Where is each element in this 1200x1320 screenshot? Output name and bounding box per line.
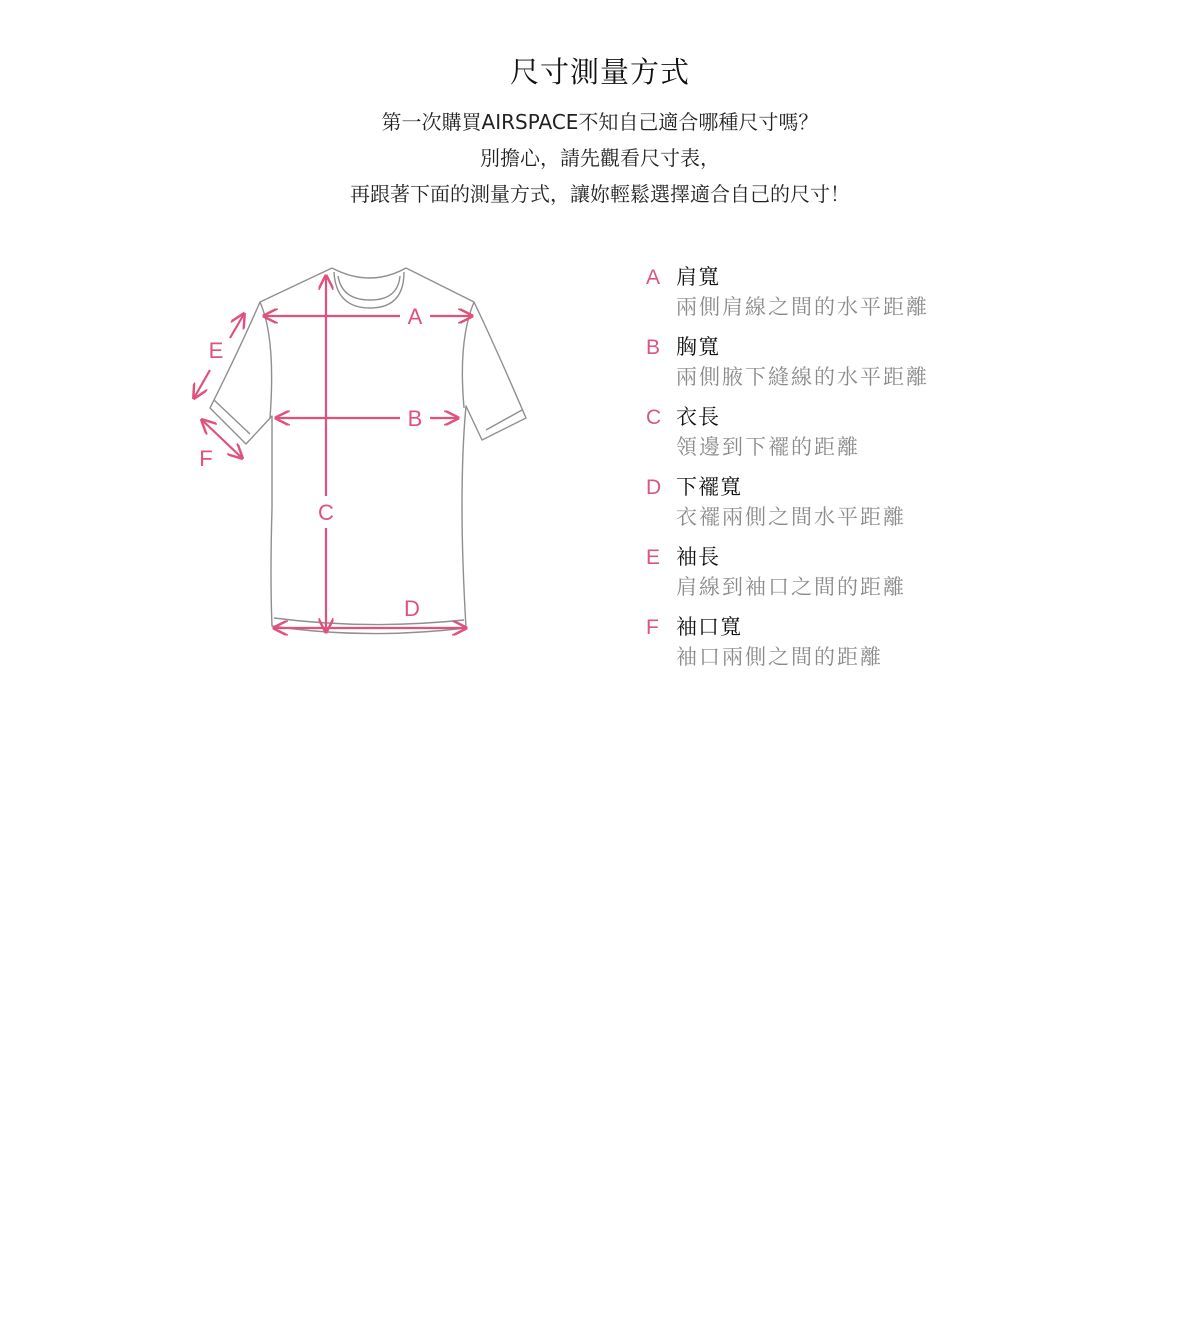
legend-letter: F xyxy=(646,616,659,639)
hem-line xyxy=(274,618,464,625)
measure-label-e: E xyxy=(208,338,224,363)
left-shoulder-seam xyxy=(260,302,272,418)
right-shoulder-seam xyxy=(462,302,474,408)
legend-item xyxy=(646,542,1166,612)
legend-item xyxy=(646,332,1166,402)
legend-letter: E xyxy=(646,546,661,569)
legend-letter: C xyxy=(646,406,662,429)
legend-name: 袖長 xyxy=(676,545,720,569)
legend-name: 衣長 xyxy=(676,405,720,429)
measurement-lines xyxy=(194,276,472,632)
measure-label-f: F xyxy=(199,446,213,471)
collar-rib xyxy=(338,276,400,300)
right-cuff xyxy=(486,410,522,430)
intro-line: 第一次購買AIRSPACE不知自己適合哪種尺寸嗎？ xyxy=(381,110,819,134)
legend-desc: 袖口兩側之間的距離 xyxy=(676,645,883,669)
legend-item xyxy=(646,402,1166,472)
legend-name: 袖口寬 xyxy=(676,615,742,639)
legend-name: 下襬寬 xyxy=(676,475,742,499)
tshirt-outline xyxy=(210,268,526,634)
measure-label-d: D xyxy=(404,596,420,621)
measure-label-b: B xyxy=(407,406,423,431)
legend-desc: 領邊到下襬的距離 xyxy=(676,435,860,459)
legend-letter: A xyxy=(646,266,661,289)
legend-name: 肩寬 xyxy=(676,265,720,289)
legend-desc: 衣襬兩側之間水平距離 xyxy=(676,505,906,529)
legend-letter: B xyxy=(646,336,661,359)
legend-desc: 肩線到袖口之間的距離 xyxy=(676,575,906,599)
page-title: 尺寸測量方式 xyxy=(509,55,690,89)
intro-text xyxy=(0,104,1200,212)
legend-item xyxy=(646,612,1166,682)
measurement-legend xyxy=(646,262,1166,682)
measure-label-c: C xyxy=(318,500,334,525)
tshirt-measurement-diagram xyxy=(186,258,546,650)
measurement-labels xyxy=(199,304,422,621)
tshirt-body xyxy=(210,268,526,634)
legend-item xyxy=(646,262,1166,332)
legend-desc: 兩側肩線之間的水平距離 xyxy=(676,295,929,319)
measure-label-a: A xyxy=(407,304,423,329)
legend-letter: D xyxy=(646,476,662,499)
intro-line: 再跟著下面的測量方式，讓妳輕鬆選擇適合自己的尺寸！ xyxy=(350,182,850,206)
intro-line: 別擔心，請先觀看尺寸表， xyxy=(480,146,720,170)
collar-outer xyxy=(332,268,406,278)
legend-item xyxy=(646,472,1166,542)
legend-name: 胸寬 xyxy=(676,335,720,359)
measure-line-e-bottom xyxy=(194,370,210,398)
legend-desc: 兩側腋下縫線的水平距離 xyxy=(676,365,929,389)
measure-line-e-top xyxy=(230,314,244,338)
